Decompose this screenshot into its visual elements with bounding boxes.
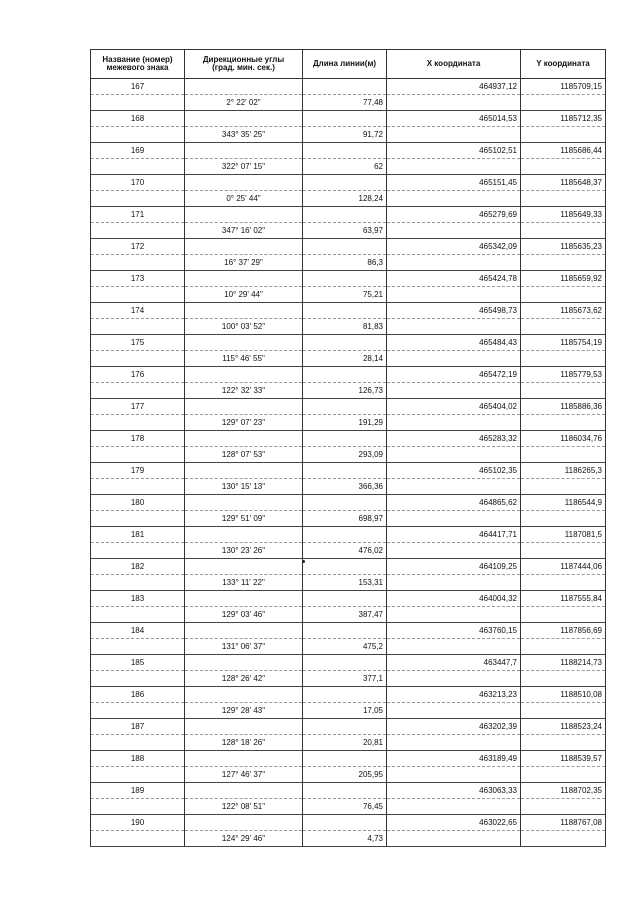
empty-cell [387,159,521,175]
direction-angle: 129° 07' 23" [185,415,303,431]
direction-angle: 131° 06' 37" [185,639,303,655]
line-length: 387,47 [303,607,387,623]
empty-cell [387,799,521,815]
empty-cell [185,527,303,543]
point-name: 179 [91,463,185,479]
point-row [91,783,606,799]
empty-cell [91,223,185,239]
empty-cell [185,79,303,95]
direction-angle: 129° 03' 46" [185,607,303,623]
point-row [91,367,606,383]
empty-cell [91,415,185,431]
point-row [91,143,606,159]
y-coordinate: 1187856,69 [521,623,606,639]
line-length: 153,31 [303,575,387,591]
empty-cell [185,815,303,831]
y-coordinate: 1186034,76 [521,431,606,447]
segment-row [91,223,606,239]
empty-cell [185,655,303,671]
y-coordinate: 1188702,35 [521,783,606,799]
segment-row [91,767,606,783]
point-row [91,463,606,479]
point-row [91,719,606,735]
empty-cell [387,447,521,463]
empty-cell [185,399,303,415]
empty-cell [91,351,185,367]
direction-angle: 100° 03' 52" [185,319,303,335]
segment-row [91,831,606,847]
empty-cell [387,191,521,207]
empty-cell [303,303,387,319]
table-body [91,79,606,847]
point-name: 176 [91,367,185,383]
direction-angle: 128° 18' 26" [185,735,303,751]
empty-cell [387,127,521,143]
segment-row [91,703,606,719]
empty-cell [303,463,387,479]
line-length: 366,36 [303,479,387,495]
point-row [91,271,606,287]
line-length: 77,48 [303,95,387,111]
y-coordinate: 1185673,62 [521,303,606,319]
direction-angle: 10° 29' 44" [185,287,303,303]
boundary-coordinates-table [90,49,606,847]
point-row [91,111,606,127]
empty-cell [521,671,606,687]
point-name: 184 [91,623,185,639]
direction-angle: 124° 29' 46" [185,831,303,847]
line-length: 76,45 [303,799,387,815]
point-row [91,815,606,831]
x-coordinate: 465102,35 [387,463,521,479]
empty-cell [91,191,185,207]
point-name: 172 [91,239,185,255]
y-coordinate: 1185648,37 [521,175,606,191]
x-coordinate: 464865,62 [387,495,521,511]
x-coordinate: 464937,12 [387,79,521,95]
empty-cell [91,543,185,559]
direction-angle: 122° 32' 33" [185,383,303,399]
line-length: 86,3 [303,255,387,271]
x-coordinate: 465014,53 [387,111,521,127]
point-name: 185 [91,655,185,671]
y-coordinate: 1188214,73 [521,655,606,671]
line-length: 62 [303,159,387,175]
empty-cell [185,783,303,799]
segment-row [91,607,606,623]
x-coordinate: 465283,32 [387,431,521,447]
empty-cell [303,271,387,287]
empty-cell [387,831,521,847]
x-coordinate: 465151,45 [387,175,521,191]
empty-cell [303,399,387,415]
empty-cell [521,255,606,271]
point-name: 180 [91,495,185,511]
empty-cell [91,319,185,335]
y-coordinate: 1185886,36 [521,399,606,415]
segment-row [91,447,606,463]
empty-cell [91,511,185,527]
direction-angle: 127° 46' 37" [185,767,303,783]
scan-speck [302,560,305,563]
y-coordinate: 1185686,44 [521,143,606,159]
x-coordinate: 465102,51 [387,143,521,159]
line-length: 191,29 [303,415,387,431]
line-length: 128,24 [303,191,387,207]
empty-cell [303,495,387,511]
empty-cell [303,79,387,95]
segment-row [91,575,606,591]
point-name: 168 [91,111,185,127]
empty-cell [91,639,185,655]
empty-cell [521,735,606,751]
empty-cell [91,671,185,687]
x-coordinate: 465342,09 [387,239,521,255]
empty-cell [387,95,521,111]
segment-row [91,383,606,399]
line-length: 28,14 [303,351,387,367]
empty-cell [91,383,185,399]
empty-cell [387,223,521,239]
empty-cell [387,767,521,783]
header-direction-angle: Дирекционные углы (град. мин. сек.) [185,50,303,79]
empty-cell [303,431,387,447]
empty-cell [185,303,303,319]
y-coordinate: 1185712,35 [521,111,606,127]
y-coordinate: 1185709,15 [521,79,606,95]
point-name: 167 [91,79,185,95]
direction-angle: 122° 08' 51" [185,799,303,815]
line-length: 377,1 [303,671,387,687]
empty-cell [185,175,303,191]
segment-row [91,351,606,367]
empty-cell [303,623,387,639]
direction-angle: 128° 07' 53" [185,447,303,463]
point-row [91,559,606,575]
empty-cell [521,767,606,783]
x-coordinate: 465404,02 [387,399,521,415]
empty-cell [387,575,521,591]
segment-row [91,255,606,271]
point-row [91,431,606,447]
empty-cell [387,543,521,559]
segment-row [91,287,606,303]
empty-cell [303,143,387,159]
empty-cell [185,271,303,287]
empty-cell [387,511,521,527]
empty-cell [185,495,303,511]
point-name: 190 [91,815,185,831]
direction-angle: 129° 28' 43" [185,703,303,719]
y-coordinate: 1188539,57 [521,751,606,767]
empty-cell [185,559,303,575]
point-name: 173 [91,271,185,287]
empty-cell [91,159,185,175]
point-name: 171 [91,207,185,223]
empty-cell [91,255,185,271]
empty-cell [185,751,303,767]
segment-row [91,799,606,815]
empty-cell [303,559,387,575]
empty-cell [521,159,606,175]
direction-angle: 129° 51' 09" [185,511,303,527]
empty-cell [521,223,606,239]
empty-cell [91,447,185,463]
segment-row [91,127,606,143]
direction-angle: 343° 35' 25" [185,127,303,143]
line-length: 17,05 [303,703,387,719]
empty-cell [185,591,303,607]
empty-cell [91,479,185,495]
point-row [91,527,606,543]
header-row [91,50,606,79]
empty-cell [521,511,606,527]
empty-cell [521,415,606,431]
empty-cell [521,287,606,303]
empty-cell [521,447,606,463]
direction-angle: 130° 23' 26" [185,543,303,559]
segment-row [91,95,606,111]
empty-cell [387,351,521,367]
direction-angle: 133° 11' 22" [185,575,303,591]
empty-cell [521,383,606,399]
line-length: 475,2 [303,639,387,655]
point-row [91,655,606,671]
empty-cell [387,255,521,271]
x-coordinate: 463447,7 [387,655,521,671]
point-row [91,399,606,415]
line-length: 205,95 [303,767,387,783]
empty-cell [303,591,387,607]
empty-cell [521,543,606,559]
y-coordinate: 1187555,84 [521,591,606,607]
direction-angle: 2° 22' 02" [185,95,303,111]
empty-cell [521,319,606,335]
segment-row [91,159,606,175]
x-coordinate: 464417,71 [387,527,521,543]
line-length: 63,97 [303,223,387,239]
empty-cell [387,415,521,431]
empty-cell [521,95,606,111]
point-name: 177 [91,399,185,415]
empty-cell [521,351,606,367]
empty-cell [303,687,387,703]
point-name: 188 [91,751,185,767]
x-coordinate: 463202,39 [387,719,521,735]
point-name: 178 [91,431,185,447]
header-y-coordinate: Y координата [521,50,606,79]
x-coordinate: 463189,49 [387,751,521,767]
line-length: 476,02 [303,543,387,559]
empty-cell [91,575,185,591]
direction-angle: 322° 07' 15" [185,159,303,175]
empty-cell [387,479,521,495]
empty-cell [91,95,185,111]
empty-cell [303,815,387,831]
x-coordinate: 465484,43 [387,335,521,351]
x-coordinate: 465279,69 [387,207,521,223]
empty-cell [303,175,387,191]
empty-cell [303,655,387,671]
empty-cell [91,767,185,783]
segment-row [91,543,606,559]
empty-cell [91,607,185,623]
point-row [91,303,606,319]
direction-angle: 115° 46' 55" [185,351,303,367]
empty-cell [387,287,521,303]
direction-angle: 128° 26' 42" [185,671,303,687]
empty-cell [303,751,387,767]
point-name: 186 [91,687,185,703]
y-coordinate: 1186544,9 [521,495,606,511]
empty-cell [387,383,521,399]
point-name: 181 [91,527,185,543]
x-coordinate: 465472,19 [387,367,521,383]
empty-cell [521,575,606,591]
y-coordinate: 1186265,3 [521,463,606,479]
point-row [91,591,606,607]
direction-angle: 16° 37' 29" [185,255,303,271]
point-row [91,207,606,223]
empty-cell [387,639,521,655]
point-name: 169 [91,143,185,159]
empty-cell [185,719,303,735]
direction-angle: 0° 25' 44" [185,191,303,207]
empty-cell [91,127,185,143]
point-name: 170 [91,175,185,191]
point-name: 183 [91,591,185,607]
x-coordinate: 463760,15 [387,623,521,639]
line-length: 4,73 [303,831,387,847]
x-coordinate: 464004,32 [387,591,521,607]
x-coordinate: 465498,73 [387,303,521,319]
empty-cell [387,735,521,751]
point-row [91,79,606,95]
header-x-coordinate: X координата [387,50,521,79]
empty-cell [185,431,303,447]
line-length: 698,97 [303,511,387,527]
empty-cell [91,735,185,751]
line-length: 293,09 [303,447,387,463]
point-row [91,495,606,511]
empty-cell [185,239,303,255]
point-row [91,175,606,191]
segment-row [91,415,606,431]
point-row [91,239,606,255]
empty-cell [303,527,387,543]
y-coordinate: 1188767,08 [521,815,606,831]
empty-cell [185,623,303,639]
empty-cell [521,703,606,719]
y-coordinate: 1188510,08 [521,687,606,703]
empty-cell [185,687,303,703]
x-coordinate: 465424,78 [387,271,521,287]
segment-row [91,735,606,751]
empty-cell [303,367,387,383]
y-coordinate: 1185754,19 [521,335,606,351]
empty-cell [303,719,387,735]
empty-cell [303,111,387,127]
empty-cell [387,319,521,335]
direction-angle: 130° 15' 13" [185,479,303,495]
empty-cell [521,831,606,847]
point-row [91,751,606,767]
y-coordinate: 1185779,53 [521,367,606,383]
point-name: 174 [91,303,185,319]
point-name: 182 [91,559,185,575]
empty-cell [185,367,303,383]
empty-cell [185,143,303,159]
header-point-name: Название (номер) межевого знака [91,50,185,79]
header-line-length: Длина линии(м) [303,50,387,79]
segment-row [91,191,606,207]
empty-cell [521,479,606,495]
line-length: 81,83 [303,319,387,335]
y-coordinate: 1188523,24 [521,719,606,735]
empty-cell [91,703,185,719]
empty-cell [387,607,521,623]
x-coordinate: 463213,23 [387,687,521,703]
segment-row [91,319,606,335]
y-coordinate: 1185659,92 [521,271,606,287]
segment-row [91,479,606,495]
empty-cell [521,799,606,815]
point-row [91,687,606,703]
empty-cell [185,111,303,127]
point-row [91,623,606,639]
point-name: 187 [91,719,185,735]
empty-cell [521,607,606,623]
line-length: 20,81 [303,735,387,751]
table-header [91,50,606,79]
empty-cell [91,831,185,847]
x-coordinate: 463063,33 [387,783,521,799]
empty-cell [303,239,387,255]
point-name: 189 [91,783,185,799]
segment-row [91,671,606,687]
empty-cell [91,287,185,303]
point-name: 175 [91,335,185,351]
empty-cell [521,127,606,143]
empty-cell [521,639,606,655]
empty-cell [303,783,387,799]
direction-angle: 347° 16' 02" [185,223,303,239]
empty-cell [303,207,387,223]
line-length: 75,21 [303,287,387,303]
y-coordinate: 1185649,33 [521,207,606,223]
y-coordinate: 1187081,5 [521,527,606,543]
segment-row [91,511,606,527]
segment-row [91,639,606,655]
line-length: 91,72 [303,127,387,143]
empty-cell [185,335,303,351]
line-length: 126,73 [303,383,387,399]
x-coordinate: 464109,25 [387,559,521,575]
y-coordinate: 1185635,23 [521,239,606,255]
empty-cell [521,191,606,207]
x-coordinate: 463022,65 [387,815,521,831]
y-coordinate: 1187444,06 [521,559,606,575]
point-row [91,335,606,351]
empty-cell [185,463,303,479]
empty-cell [185,207,303,223]
empty-cell [303,335,387,351]
empty-cell [387,703,521,719]
empty-cell [91,799,185,815]
empty-cell [387,671,521,687]
